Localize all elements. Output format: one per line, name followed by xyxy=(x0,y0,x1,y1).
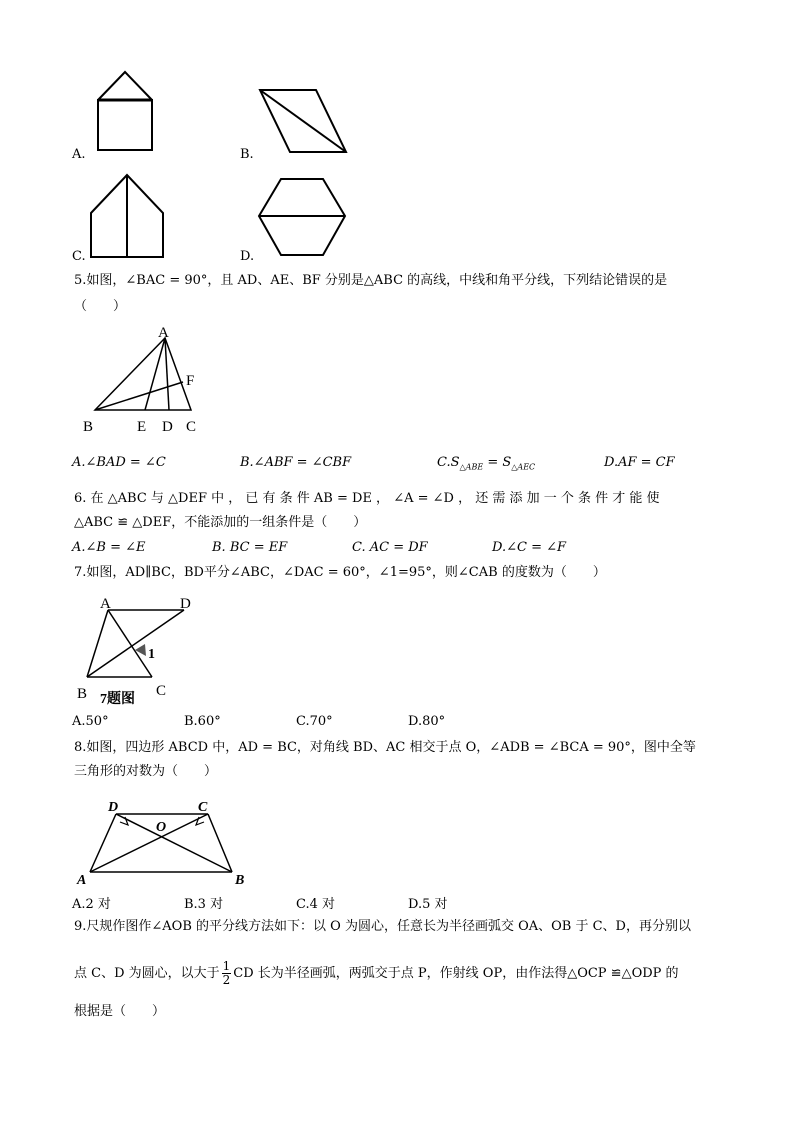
q7-option-c: C.70° xyxy=(296,714,333,729)
q7-stem: 7.如图，AD∥BC，BD平分∠ABC，∠DAC = 60°，∠1=95°，则∠CAB 的度数为（ ） xyxy=(74,565,606,580)
q6-option-c: C. AC = DF xyxy=(352,540,428,555)
q7-label-d: D xyxy=(180,596,191,612)
parallelogram-figure xyxy=(258,88,350,156)
q5-label-c: C xyxy=(186,419,197,435)
q5-option-d: D.AF = CF xyxy=(604,455,675,470)
q9-stem-line3: 根据是（ ） xyxy=(74,1004,166,1019)
q5-label-d: D xyxy=(162,419,173,435)
q8-label-b: B xyxy=(235,873,245,888)
q9-fraction-denominator: 2 xyxy=(222,973,231,987)
q7-option-a: A.50° xyxy=(72,714,109,729)
pentagon-figure xyxy=(89,173,167,261)
q5-label-a: A xyxy=(158,325,169,341)
q8-label-o: O xyxy=(156,820,167,835)
q4-option-d-label: D. xyxy=(240,249,255,264)
q6-stem-line1: 6. 在 △ABC 与 △DEF 中 ， 已 有 条 件 AB = DE ， ∠A = ∠D ， 还 需 添 加 一 个 条 件 才 能 使 xyxy=(74,491,660,506)
q5-option-c-eq: = S xyxy=(483,455,512,470)
q5-option-c-sub1: △ABE xyxy=(459,462,484,472)
q8-label-a: A xyxy=(77,873,87,888)
q9-stem-line2-part1: 点 C、D 为圆心，以大于 xyxy=(74,966,220,981)
q8-label-d: D xyxy=(108,800,119,815)
q8-option-d: D.5 对 xyxy=(408,897,448,912)
q5-option-c-s1: C.S xyxy=(437,455,460,470)
hexagon-figure xyxy=(257,177,349,261)
q4-option-a-label: A. xyxy=(72,147,86,162)
q9-stem-line2-part2: CD 长为半径画弧，两弧交于点 P，作射线 OP，由作法得△OCP ≌△ODP 的 xyxy=(233,966,679,981)
q5-option-c xyxy=(437,455,535,472)
q4-option-b-label: B. xyxy=(240,147,254,162)
house-figure xyxy=(95,70,157,154)
q6-stem-line2: △ABC ≌ △DEF，不能添加的一组条件是（ ） xyxy=(74,515,367,530)
q7-label-c: C xyxy=(156,683,167,699)
q8-option-b: B.3 对 xyxy=(184,897,224,912)
q7-option-b: B.60° xyxy=(184,714,221,729)
q5-option-b: B.∠ABF = ∠CBF xyxy=(240,455,352,470)
q8-label-c: C xyxy=(198,800,208,815)
q5-option-a: A.∠BAD = ∠C xyxy=(72,455,166,470)
q7-label-1: 1 xyxy=(148,647,155,662)
q8-option-c: C.4 对 xyxy=(296,897,336,912)
q5-stem-line2: （ ） xyxy=(74,299,127,314)
q4-option-c-label: C. xyxy=(72,249,86,264)
q8-option-a: A.2 对 xyxy=(72,897,111,912)
q8-figure xyxy=(74,798,254,888)
q7-label-b: B xyxy=(77,686,88,702)
q5-label-f: F xyxy=(186,373,195,389)
q5-triangle-figure xyxy=(80,325,210,435)
q8-stem-line1: 8.如图，四边形 ABCD 中，AD = BC，对角线 BD、AC 相交于点 O，∠ADB = ∠BCA = 90°，图中全等 xyxy=(74,740,696,755)
q7-figure xyxy=(74,592,204,710)
q9-fraction xyxy=(222,960,232,987)
q5-label-e: E xyxy=(137,419,147,435)
q8-stem-line2: 三角形的对数为（ ） xyxy=(74,764,218,779)
q5-stem-line1: 5.如图，∠BAC = 90°，且 AD、AE、BF 分别是△ABC 的高线，中线和角平分线，下列结论错误的是 xyxy=(74,273,668,288)
q6-option-a: A.∠B = ∠E xyxy=(72,540,146,555)
q9-stem-line1: 9.尺规作图作∠AOB 的平分线方法如下：以 O 为圆心，任意长为半径画弧交 OA、OB 于 C、D，再分别以 xyxy=(74,919,691,934)
q5-label-b: B xyxy=(83,419,94,435)
q5-option-c-sub2: △AEC xyxy=(511,462,536,472)
q7-caption: 7题图 xyxy=(100,692,135,707)
q6-option-b: B. BC = EF xyxy=(212,540,288,555)
q7-label-a: A xyxy=(100,596,111,612)
q7-option-d: D.80° xyxy=(408,714,446,729)
q6-option-d: D.∠C = ∠F xyxy=(492,540,567,555)
q9-stem-line2 xyxy=(74,960,679,987)
q9-fraction-numerator: 1 xyxy=(222,959,231,973)
